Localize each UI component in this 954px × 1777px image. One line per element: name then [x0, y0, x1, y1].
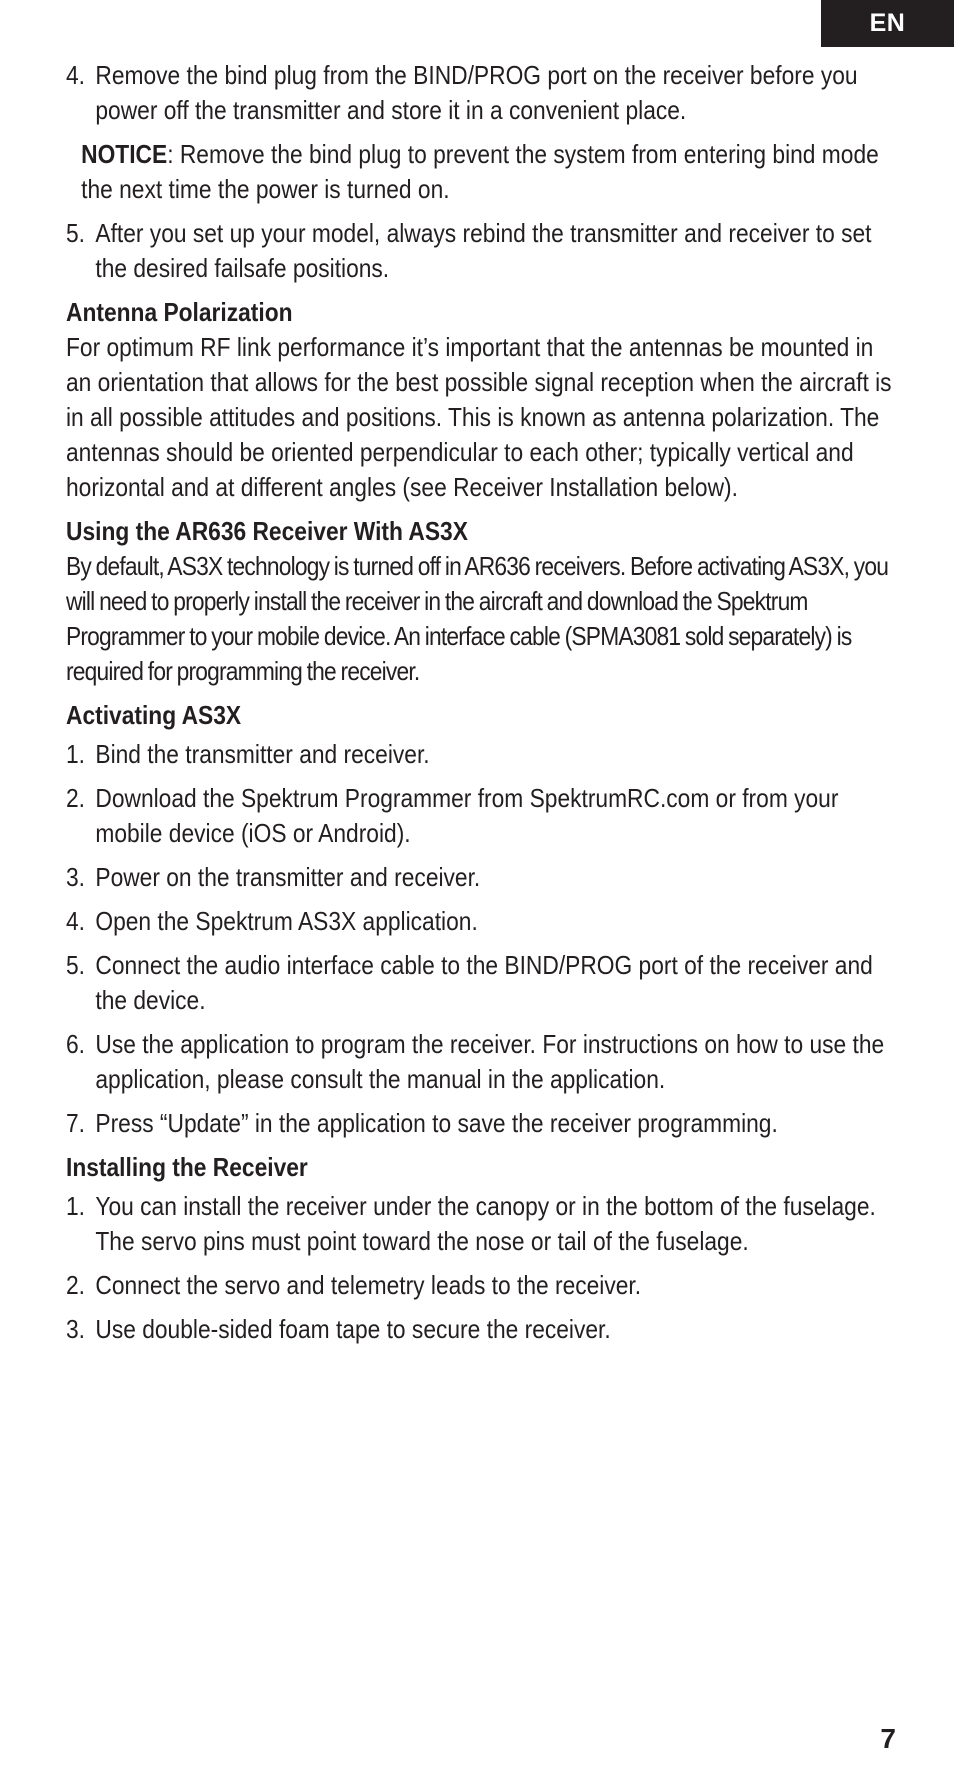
activating-steps-list: [66, 738, 898, 1142]
antenna-heading: Antenna Polarization: [66, 299, 293, 327]
step-text: Open the Spektrum AS3X application.: [95, 908, 478, 936]
step-text: Download the Spektrum Programmer from SpektrumRC.com or from your mobile device (iOS or Android).: [95, 785, 839, 848]
step-number: 1.: [66, 741, 86, 769]
notice-paragraph: [66, 138, 898, 208]
list-item: [66, 861, 898, 896]
list-item: [66, 1190, 898, 1260]
language-tab: EN: [821, 0, 954, 47]
page-number: 7: [880, 1723, 896, 1754]
step-text: Remove the bind plug from the BIND/PROG port on the receiver before you power off the transmitter and store it in a convenient place.: [95, 62, 858, 125]
continued-steps-list: [66, 59, 898, 129]
step-number: 3.: [66, 1316, 86, 1344]
as3x-heading: Using the AR636 Receiver With AS3X: [66, 518, 468, 546]
step-number: 2.: [66, 785, 86, 813]
step-number: 3.: [66, 864, 86, 892]
step-text: Use double-sided foam tape to secure the receiver.: [95, 1316, 611, 1344]
list-item: [66, 905, 898, 940]
step-text: Bind the transmitter and receiver.: [95, 741, 430, 769]
page-content: [66, 59, 892, 1357]
step-number: 6.: [66, 1031, 86, 1059]
step-text: Use the application to program the receiver. For instructions on how to use the application, please consult the manual in the application.: [95, 1031, 885, 1094]
list-item: [66, 59, 898, 129]
step-text: Connect the audio interface cable to the BIND/PROG port of the receiver and the device.: [95, 952, 873, 1015]
list-item: [66, 1107, 898, 1142]
step-number: 1.: [66, 1193, 86, 1221]
as3x-body: By default, AS3X technology is turned off in AR636 receivers. Before activating AS3X, you will need to properly install the receiver in the aircraft and download the Spektrum Programmer to your mobile device. An interface cable (SPMA3081 sold separately) is required for programming the receiver.: [66, 553, 889, 686]
notice-label: NOTICE: [81, 141, 168, 169]
list-item: [66, 1313, 898, 1348]
installing-heading: Installing the Receiver: [66, 1154, 308, 1182]
step-number: 2.: [66, 1272, 86, 1300]
notice-text: : Remove the bind plug to prevent the system from entering bind mode the next time the power is turned on.: [81, 141, 879, 204]
step-number: 5.: [66, 952, 86, 980]
step-text: Press “Update” in the application to save the receiver programming.: [95, 1110, 778, 1138]
list-item: [66, 738, 898, 773]
step-text: After you set up your model, always rebind the transmitter and receiver to set the desired failsafe positions.: [95, 220, 872, 283]
list-item: [66, 782, 898, 852]
step-number: 4.: [66, 908, 86, 936]
list-item: [66, 217, 898, 287]
continued-steps-list-2: [66, 217, 898, 287]
list-item: [66, 1269, 898, 1304]
installing-steps-list: [66, 1190, 898, 1348]
step-number: 5.: [66, 220, 86, 248]
step-text: You can install the receiver under the canopy or in the bottom of the fuselage. The servo pins must point toward the nose or tail of the fuselage.: [95, 1193, 876, 1256]
step-text: Power on the transmitter and receiver.: [95, 864, 481, 892]
step-text: Connect the servo and telemetry leads to the receiver.: [95, 1272, 642, 1300]
step-number: 7.: [66, 1110, 86, 1138]
activating-heading: Activating AS3X: [66, 702, 242, 730]
antenna-body: For optimum RF link performance it’s important that the antennas be mounted in an orientation that allows for the best possible signal reception when the aircraft is in all possible attitudes and positions. This is known as antenna polarization. The antennas should be oriented perpendicular to each other; typically vertical and horizontal and at different angles (see Receiver Installation below).: [66, 334, 892, 502]
list-item: [66, 949, 898, 1019]
step-number: 4.: [66, 62, 86, 90]
list-item: [66, 1028, 898, 1098]
